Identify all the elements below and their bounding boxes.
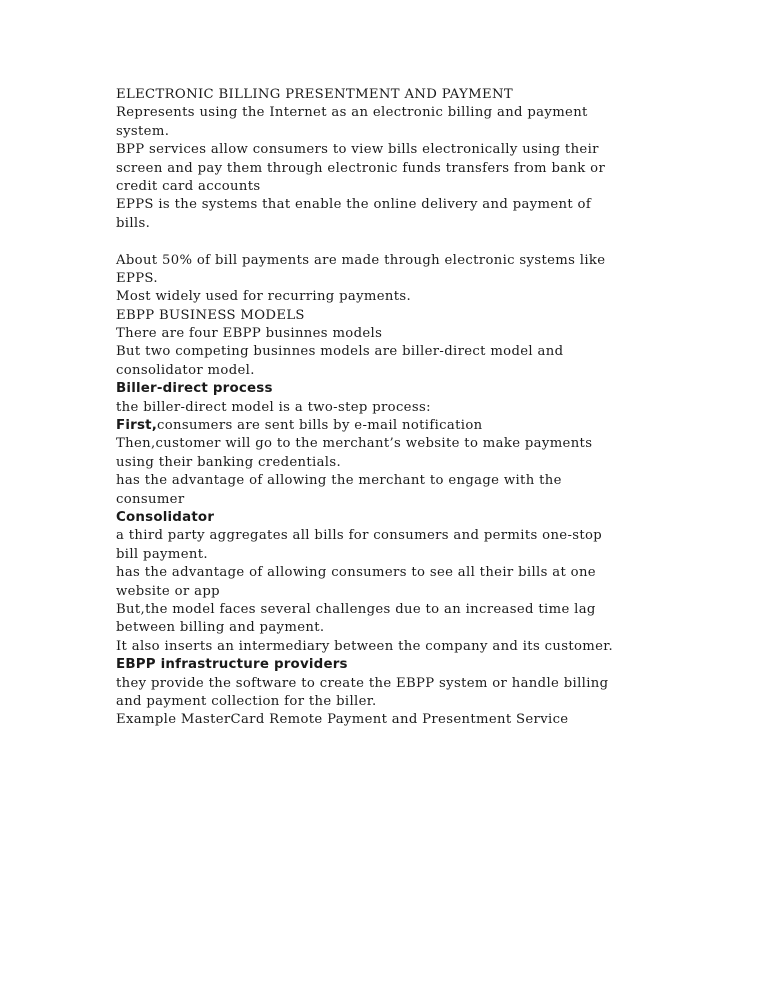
doc-title: ELECTRONIC BILLING PRESENTMENT AND PAYMENT (116, 87, 513, 102)
text-line: bills. (116, 215, 151, 231)
text-line: they provide the software to create the EBPP system or handle billing (116, 675, 609, 691)
document-body (116, 86, 661, 730)
text-line: credit card accounts (116, 178, 261, 194)
text-line: But two competing businnes models are biller-direct model and (116, 344, 564, 360)
text-line: Represents using the Internet as an electronic billing and payment (116, 105, 588, 121)
blank-line (116, 233, 661, 251)
text-line-first (116, 417, 661, 435)
text-line: About 50% of bill payments are made through electronic systems like (116, 252, 606, 268)
text-line: using their banking credentials. (116, 454, 342, 470)
text-line: Example MasterCard Remote Payment and Presentment Service (116, 712, 569, 728)
text-line: the biller-direct model is a two-step process: (116, 399, 431, 415)
first-label: First, (116, 418, 157, 434)
text-line: EPPS is the systems that enable the online delivery and payment of (116, 197, 592, 213)
heading-infrastructure: EBPP infrastructure providers (116, 657, 348, 673)
text-line: There are four EBPP businnes models (116, 326, 383, 342)
heading-consolidator: Consolidator (116, 509, 215, 525)
text-line: EPPS. (116, 270, 158, 286)
text-line: It also inserts an intermediary between the company and its customer. (116, 638, 614, 654)
first-text: consumers are sent bills by e-mail notification (157, 418, 483, 434)
text-line: has the advantage of allowing the merchant to engage with the (116, 473, 562, 489)
text-line: BPP services allow consumers to view bills electronically using their (116, 142, 599, 158)
text-line: screen and pay them through electronic funds transfers from bank or (116, 160, 606, 176)
text-line: bill payment. (116, 546, 208, 562)
text-line: system. (116, 123, 170, 139)
text-line: Most widely used for recurring payments. (116, 289, 412, 305)
text-line: Then,customer will go to the merchant’s website to make payments (116, 436, 593, 452)
text-line: consolidator model. (116, 362, 255, 378)
text-line: consumer (116, 491, 185, 507)
heading-biller-direct: Biller-direct process (116, 381, 273, 397)
text-line: and payment collection for the biller. (116, 693, 377, 709)
text-line: But,the model faces several challenges due to an increased time lag (116, 601, 596, 617)
text-line: website or app (116, 583, 220, 599)
text-line: between billing and payment. (116, 620, 325, 636)
text-line: a third party aggregates all bills for consumers and permits one-stop (116, 528, 603, 544)
section-heading: EBPP BUSINESS MODELS (116, 307, 305, 323)
text-line: has the advantage of allowing consumers to see all their bills at one (116, 565, 596, 581)
